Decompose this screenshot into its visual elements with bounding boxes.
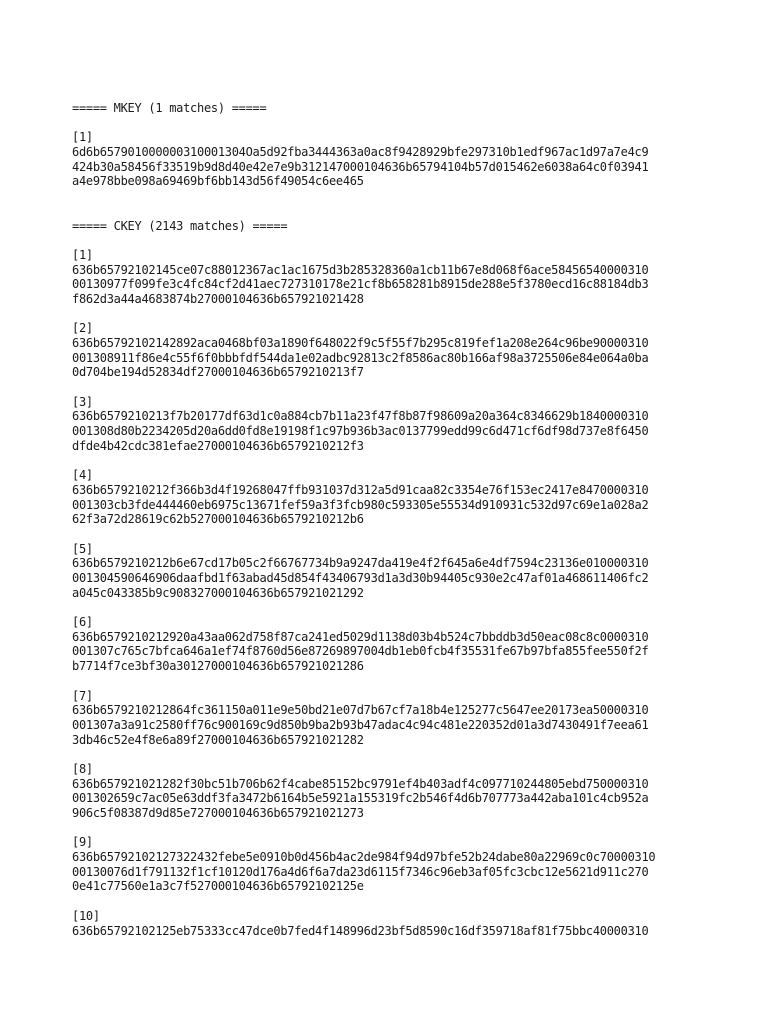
hex-key-line: 906c5f08387d9d85e727000104636b657921021273 [72, 806, 364, 821]
hex-key-line: 0d704be194d52834df27000104636b6579210213f7 [72, 365, 364, 380]
hex-key-line: 636b6579210212864fc361150a011e9e50bd21e07d7b67cf7a18b4e125277c5647ee20173ea50000310 [72, 703, 649, 718]
section-header: ===== MKEY (1 matches) ===== [72, 101, 267, 115]
match-entry [72, 248, 712, 307]
hex-key-line: 3db46c52e4f8e6a89f27000104636b657921021282 [72, 732, 364, 747]
hex-key-line: 001302659c7ac05e63ddf3fa3472b6164b5e5921a155319fc2b546f4d6b707773a442aba101c4cb952a [72, 791, 649, 806]
hex-key-line: 6d6b657901000000310001304Oa5d92fba3444363a0ac8f9428929bfe297310b1edf967ac1d97a7e4c9 [72, 145, 649, 160]
hex-key-line: a4e978bbe098a69469bf6bb143d56f49054c6ee465 [72, 174, 364, 189]
sections [72, 101, 712, 938]
section-header: ===== CKEY (2143 matches) ===== [72, 218, 288, 233]
match-index-label: [2] [72, 321, 93, 336]
match-index-label: [1] [72, 130, 93, 145]
match-entry [72, 395, 712, 454]
match-index-label: [1] [72, 247, 93, 262]
hex-key-line: 001304590646906daafbd1f63abad45d854f43406793d1a3d30b94405c930e2c47af01a468611406fc2 [72, 571, 649, 586]
match-index-label: [3] [72, 394, 93, 409]
hex-key-line: 636b6579210212f366b3d4f19268047ffb931037d312a5d91caa82c3354e76f153ec2417e8470000310 [72, 482, 649, 497]
hex-key-line: 0e41c77560e1a3c7f527000104636b65792102125e [72, 879, 364, 894]
hex-key-line: f862d3a44a4683874b27000104636b657921021428 [72, 291, 364, 306]
match-entry [72, 468, 712, 527]
match-index-label: [8] [72, 761, 93, 776]
hex-key-line: 001308911f86e4c55f6f0bbbfdf544da1e02adbc92813c2f8586ac80b166af98a3725506e84e064a0ba [72, 350, 649, 365]
match-entry [72, 130, 712, 189]
match-index-label: [10] [72, 908, 100, 923]
hex-key-line: 001307c765c7bfca646a1ef74f8760d56e87269897004db1eb0fcb4f35531fe67b97bfa855fee550f2f [72, 644, 649, 659]
hex-key-line: 636b6579210212920a43aa062d758f87ca241ed5029d1138d03b4b524c7bbddb3d50eac08c8c0000310 [72, 629, 649, 644]
match-entry [72, 909, 712, 938]
hex-key-line: 636b6579210212b6e67cd17b05c2f66767734b9a9247da419e4f2f645a6e4df7594c23136e010000310 [72, 556, 649, 571]
hex-key-line: 001308d80b2234205d20a6dd0fd8e19198f1c97b936b3ac0137799edd99c6d471cf6df98d737e8f6450 [72, 424, 649, 439]
hex-key-line: dfde4b42cdc381efae27000104636b6579210212f3 [72, 438, 364, 453]
match-entry [72, 762, 712, 821]
match-entry [72, 689, 712, 748]
match-entry [72, 835, 712, 894]
match-index-label: [9] [72, 835, 93, 850]
hex-key-line: 00130977f099fe3c4fc84cf2d41aec727310178e21cf8b658281b8915de288e5f3780ecd16c88184db3 [72, 277, 649, 292]
hex-key-line: a045c043385b9c908327000104636b657921021292 [72, 585, 364, 600]
hex-key-line: 001307a3a91c2580ff76c900169c9d850b9ba2b93b47adac4c94c481e220352d01a3d7430491f7eea61 [72, 717, 649, 732]
match-index-label: [7] [72, 688, 93, 703]
match-index-label: [6] [72, 615, 93, 630]
hex-key-line: 00130076d1f791132f1cf10120d176a4d6f6a7da23d6115f7346c96eb3af05fc3cbc12e5621d911c270 [72, 864, 649, 879]
match-entry [72, 321, 712, 380]
match-index-label: [4] [72, 468, 93, 483]
hex-key-line: 62f3a72d28619c62b527000104636b6579210212b6 [72, 512, 364, 527]
key-section [72, 219, 712, 939]
hex-key-line: 636b65792102125eb75333cc47dce0b7fed4f148996d23bf5d8590c16df359718af81f75bbc40000310 [72, 923, 649, 938]
hex-key-line: 636b65792102127322432febe5e0910b0d456b4ac2de984f94d97bfe52b24dabe80a22969c0c70000310 [72, 850, 656, 865]
match-index-label: [5] [72, 541, 93, 556]
hex-key-line: 636b6579210213f7b20177df63d1c0a884cb7b11a23f47f8b87f98609a20a364c8346629b1840000310 [72, 409, 649, 424]
hex-key-line: 636b65792102142892aca0468bf03a1890f648022f9c5f55f7b295c819fef1a208e264c96be90000310 [72, 336, 649, 351]
hex-key-line: 424b30a58456f33519b9d8d40e42e7e9b312147000104636b65794104b57d015462e6038a64c0f03941 [72, 159, 649, 174]
hex-key-line: 636b657921021282f30bc51b706b62f4cabe85152bc9791ef4b403adf4c097710244805ebd750000310 [72, 776, 649, 791]
match-entry [72, 615, 712, 674]
hex-key-line: 636b65792102145ce07c88012367ac1ac1675d3b285328360a1cb11b67e8d068f6ace58456540000310 [72, 262, 649, 277]
match-entry [72, 542, 712, 601]
hex-key-line: 001303cb3fde444460eb6975c13671fef59a3f3fcb980c593305e55534d910931c532d97c69e1a028a2 [72, 497, 649, 512]
document-body [72, 101, 712, 968]
hex-key-line: b7714f7ce3bf30a30127000104636b657921021286 [72, 659, 364, 674]
key-section [72, 101, 712, 189]
